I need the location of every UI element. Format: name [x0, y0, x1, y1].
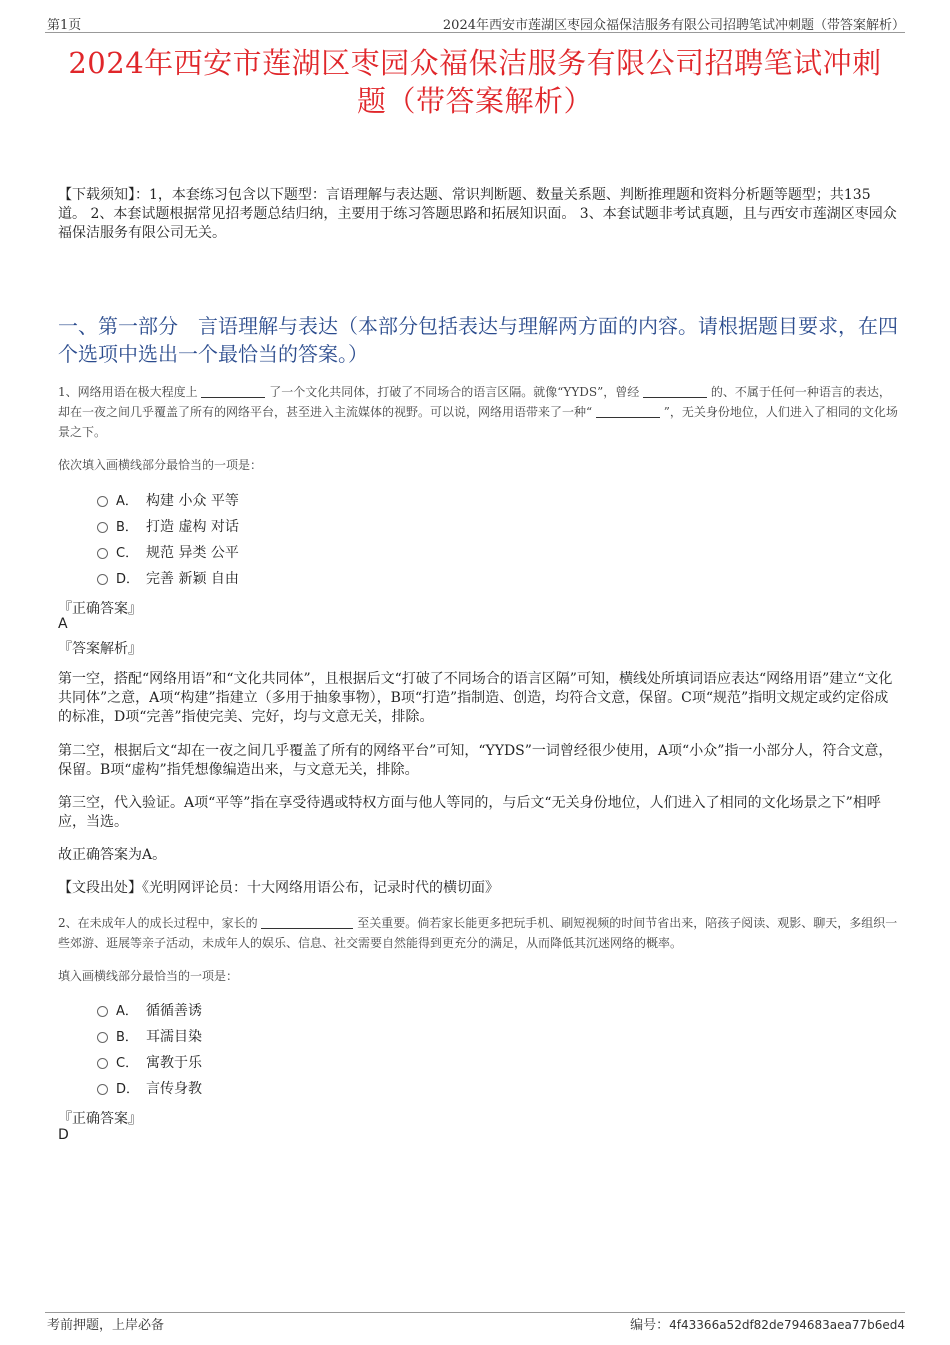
- option-key: C．: [116, 1056, 139, 1071]
- title-line-2: 题（带答案解析）: [356, 84, 593, 118]
- radio-icon[interactable]: [97, 1058, 108, 1069]
- q1-blank-1: [201, 385, 265, 398]
- option-key: A．: [116, 494, 138, 509]
- q1-answer: A: [58, 616, 68, 632]
- page-number: 第1页: [47, 18, 82, 33]
- header-divider: [45, 32, 905, 33]
- q1-option-a[interactable]: [97, 490, 239, 512]
- q1-option-c[interactable]: [97, 542, 239, 564]
- q1-option-d[interactable]: [97, 568, 239, 590]
- footer-divider: [45, 1312, 905, 1313]
- option-text: 规范 异类 公平: [146, 545, 239, 561]
- running-title: 2024年西安市莲湖区枣园众福保洁服务有限公司招聘笔试冲刺题（带答案解析）: [442, 18, 905, 33]
- q2-answer-label: 『正确答案』: [58, 1111, 142, 1127]
- q2-option-a[interactable]: [97, 1000, 202, 1022]
- q1-source: 【文段出处】《光明网评论员：十大网络用语公布，记录时代的横切面》: [58, 880, 499, 896]
- q2-blank-1: [261, 916, 353, 929]
- q1-prompt: 依次填入画横线部分最恰当的一项是：: [58, 458, 263, 472]
- q1-option-b[interactable]: [97, 516, 239, 538]
- option-text: 完善 新颖 自由: [146, 571, 239, 587]
- option-key: B．: [116, 1030, 138, 1045]
- q2-options: [97, 1000, 202, 1100]
- q1-blank-2: [643, 385, 707, 398]
- option-key: B．: [116, 520, 138, 535]
- radio-icon[interactable]: [97, 548, 108, 559]
- q1-stem-part: ”，无关身份地位，人们进入了相同的文化场景之下。: [58, 405, 898, 439]
- q2-option-b[interactable]: [97, 1026, 202, 1048]
- option-text: 寓教于乐: [146, 1055, 202, 1071]
- download-notice: 【下载须知】：1，本套练习包含以下题型：言语理解与表达题、常识判断题、数量关系题、判断推理题和资料分析题等题型；共135道。 2、本套试题根据常见招考题总结归纳，主要用于练习答题思路和拓展知识面。 3、本套试题非考试真题，且与西安市莲湖区枣园众福保洁服务有限公司无关。: [58, 187, 897, 241]
- document-title: [45, 44, 905, 120]
- q1-stem-part: 的、不属于任何一种语言的表达，却在一夜之间几乎覆盖了所有的网络平台，甚至进入主流媒体的视野。可以说，网络用语带来了一种“: [58, 385, 891, 419]
- q1-analysis-4: 故正确答案为A。: [58, 847, 167, 863]
- option-text: 打造 虚构 对话: [146, 519, 239, 535]
- q2-option-d[interactable]: [97, 1078, 202, 1100]
- option-text: 构建 小众 平等: [146, 493, 239, 509]
- option-text: 言传身教: [146, 1081, 202, 1097]
- q1-analysis-3: 第三空，代入验证。A项“平等”指在享受待遇或特权方面与他人等同的，与后文“无关身份地位，人们进入了相同的文化场景之下”相呼应，当选。: [58, 795, 881, 830]
- q1-analysis-2: 第二空，根据后文“却在一夜之间几乎覆盖了所有的网络平台”可知，“YYDS”一词曾经很少使用，A项“小众”指一小部分人，符合文意，保留。B项“虚构”指凭想像编造出来，与文意无关，排除。: [58, 743, 893, 778]
- code-value: 4f43366a52df82de794683aea77b6ed4: [669, 1318, 905, 1332]
- document-code: [630, 1314, 905, 1333]
- option-key: C．: [116, 546, 139, 561]
- option-text: 耳濡目染: [146, 1029, 202, 1045]
- radio-icon[interactable]: [97, 1032, 108, 1043]
- option-key: D．: [116, 1082, 140, 1097]
- radio-icon[interactable]: [97, 1084, 108, 1095]
- q2-prompt: 填入画横线部分最恰当的一项是：: [58, 969, 239, 983]
- option-key: A．: [116, 1004, 138, 1019]
- option-text: 循循善诱: [146, 1003, 202, 1019]
- q1-blank-3: [596, 405, 660, 418]
- q1-analysis-1: 第一空，搭配“网络用语”和“文化共同体”，且根据后文“打破了不同场合的语言区隔”可知，横线处所填词语应表达“网络用语”建立“文化共同体”之意，A项“构建”指建立（多用于抽象事物），B项“打造”指制造、创造，均符合文意，保留。C项“规范”指明文规定或约定俗成的标准，D项“完善”指使完美、完好，均与文意无关，排除。: [58, 671, 893, 725]
- option-key: D．: [116, 572, 140, 587]
- radio-icon[interactable]: [97, 1006, 108, 1017]
- q2-stem-part: 2、在未成年人的成长过程中，家长的: [58, 916, 258, 930]
- q1-stem-part: 1、网络用语在极大程度上: [58, 385, 198, 399]
- radio-icon[interactable]: [97, 496, 108, 507]
- title-line-1: 2024年西安市莲湖区枣园众福保洁服务有限公司招聘笔试冲刺: [68, 46, 882, 80]
- q1-options: [97, 490, 239, 590]
- radio-icon[interactable]: [97, 522, 108, 533]
- q2-stem-part: 至关重要。倘若家长能更多把玩手机、刷短视频的时间节省出来，陪孩子阅读、观影、聊天，多组织一些郊游、逛展等亲子活动，未成年人的娱乐、信息、社交需要自然能得到更充分的满足，从而降低其沉迷网络的概率。: [58, 916, 898, 950]
- q1-stem-part: 了一个文化共同体，打破了不同场合的语言区隔。就像“YYDS”，曾经: [269, 385, 640, 399]
- q2-option-c[interactable]: [97, 1052, 202, 1074]
- radio-icon[interactable]: [97, 574, 108, 585]
- q1-analysis-label: 『答案解析』: [58, 641, 142, 657]
- section-heading: 一、第一部分 言语理解与表达（本部分包括表达与理解两方面的内容。请根据题目要求，在四个选项中选出一个最恰当的答案。）: [58, 314, 898, 366]
- q2-answer: D: [58, 1127, 69, 1143]
- code-label: 编号：: [630, 1318, 670, 1333]
- question-1-stem: [58, 382, 898, 442]
- question-2-stem: [58, 913, 898, 953]
- footer-slogan: 考前押题，上岸必备: [47, 1318, 165, 1333]
- q1-answer-label: 『正确答案』: [58, 601, 142, 617]
